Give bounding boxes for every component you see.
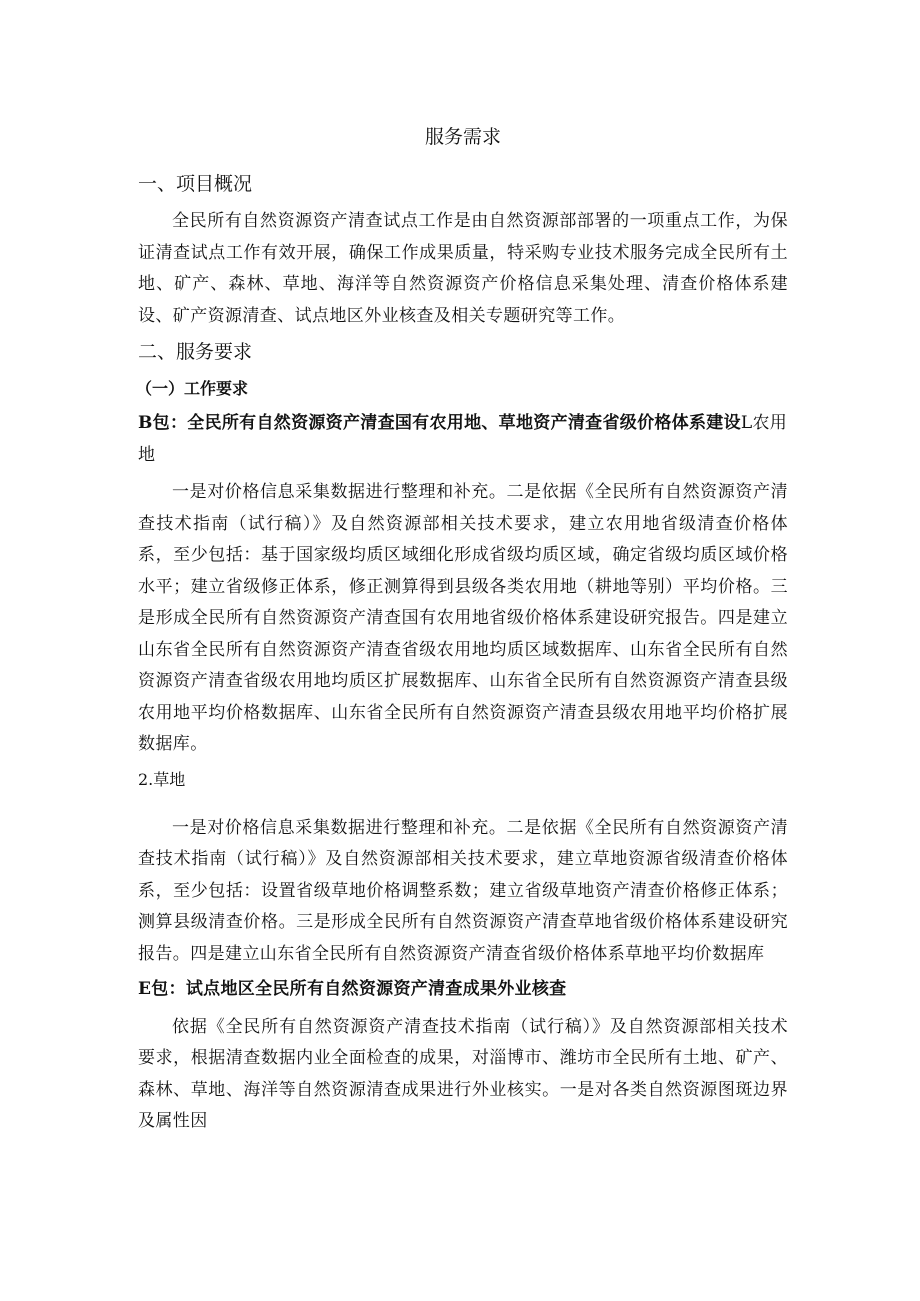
package-e-paragraph: 依据《全民所有自然资源资产清查技术指南（试行稿）》及自然资源部相关技术要求，根据清查数据内业全面检查的成果，对淄博市、潍坊市全民所有土地、矿产、森林、草地、海洋等自然资源清查成果进行外业核实。一是对各类自然资源图斑边界及属性因 — [138, 1016, 788, 1131]
package-b-item-label: L农用地 — [138, 413, 788, 465]
page-title: 服务需求 — [424, 126, 501, 148]
document-page — [138, 122, 788, 1142]
package-b-farmland-paragraph: 一是对价格信息采集数据进行整理和补充。二是依据《全民所有自然资源资产清查技术指南（试行稿）》及自然资源部相关技术要求，建立农用地省级清查价格体系，至少包括：基于国家级均质区域细化形成省级均质区域，确定省级均质区域价格水平；建立省级修正体系，修正测算得到县级各类农用地（耕地等别）平均价格。三是形成全民所有自然资源资产清查国有农用地省级价格体系建设研究报告。四是建立山东省全民所有自然资源资产清查省级农用地均质区域数据库、山东省全民所有自然资源资产清查省级农用地均质区扩展数据库、山东省全民所有自然资源资产清查县级农用地平均价格数据库、山东省全民所有自然资源资产清查县级农用地平均价格扩展数据库。 — [138, 482, 788, 754]
section-heading-service-requirements: 二、服务要求 — [138, 341, 253, 363]
package-e-heading: E包：试点地区全民所有自然资源资产清查成果外业核查 — [138, 979, 567, 999]
section-heading-overview: 一、项目概况 — [138, 173, 253, 195]
package-b-title: B包：全民所有自然资源资产清查国有农用地、草地资产清查省级价格体系建设 — [138, 413, 741, 433]
subheading-grassland: 2.草地 — [138, 769, 186, 789]
package-b-grassland-paragraph: 一是对价格信息采集数据进行整理和补充。二是依据《全民所有自然资源资产清查技术指南（试行稿）》及自然资源部相关技术要求，建立草地资源省级清查价格体系，至少包括：设置省级草地价格调整系数；建立省级草地资产清查价格修正体系；测算县级清查价格。三是形成全民所有自然资源资产清查草地省级价格体系建设研究报告。四是建立山东省全民所有自然资源资产清查省级价格体系草地平均价数据库 — [138, 817, 788, 964]
subheading-work-requirements: （一）工作要求 — [136, 379, 249, 398]
package-b-heading — [138, 408, 788, 471]
overview-paragraph: 全民所有自然资源资产清查试点工作是由自然资源部部署的一项重点工作，为保证清查试点工作有效开展，确保工作成果质量，特采购专业技术服务完成全民所有土地、矿产、森林、草地、海洋等自然资源资产价格信息采集处理、清查价格体系建设、矿产资源清查、试点地区外业核查及相关专题研究等工作。 — [138, 211, 788, 326]
